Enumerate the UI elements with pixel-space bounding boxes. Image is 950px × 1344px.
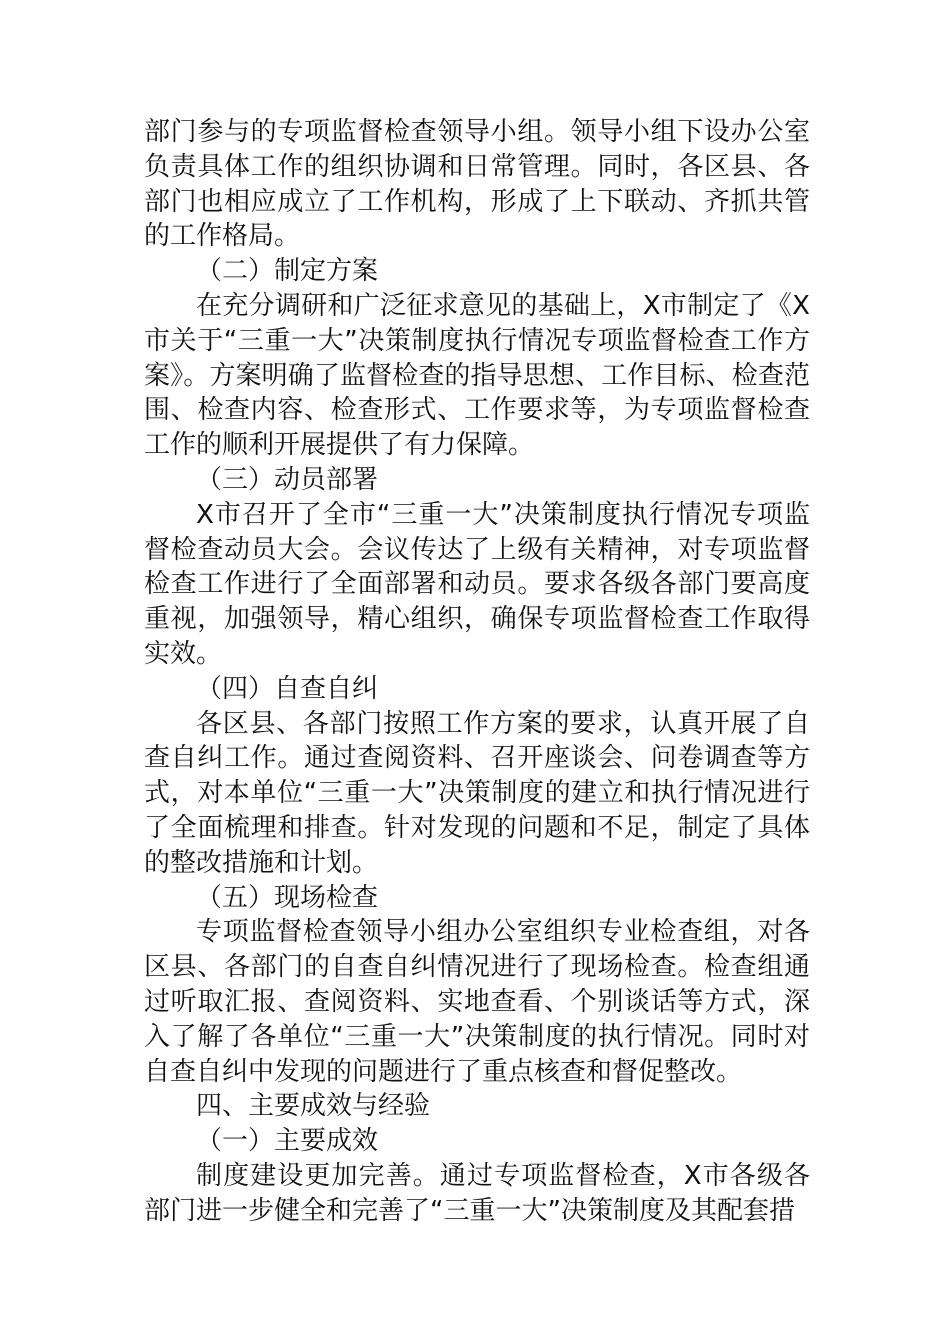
paragraph-main-results: 制度建设更加完善。通过专项监督检查，X市各级各部门进一步健全和完善了“三重一大”决策制度及其配套措 [144,1160,810,1226]
section-heading-plan: （二）制定方案 [196,256,379,287]
section-heading-main-results: （一）主要成效 [196,1126,379,1157]
paragraph-leadership-group: 部门参与的专项监督检查领导小组。领导小组下设办公室负责具体工作的组织协调和日常管理。同时，各区县、各部门也相应成立了工作机构，形成了上下联动、齐抓共管的工作格局。 [144,117,810,252]
chapter-heading-results: 四、主要成效与经验 [196,1091,431,1122]
section-heading-onsite-inspection: （五）现场检查 [196,882,379,913]
section-heading-self-inspection: （四）自查自纠 [196,673,379,704]
section-heading-mobilization: （三）动员部署 [196,464,379,495]
paragraph-plan: 在充分调研和广泛征求意见的基础上，X市制定了《X市关于“三重一大”决策制度执行情况专项监督检查工作方案》。方案明确了监督检查的指导思想、工作目标、检查范围、检查内容、检查形式、工作要求等，为专项监督检查工作的顺利开展提供了有力保障。 [144,290,810,461]
document-page [144,115,810,1229]
paragraph-onsite-inspection: 专项监督检查领导小组办公室组织专业检查组，对各区县、各部门的自查自纠情况进行了现场检查。检查组通过听取汇报、查阅资料、实地查看、个别谈话等方式，深入了解了各单位“三重一大”决策制度的执行情况。同时对自查自纠中发现的问题进行了重点核查和督促整改。 [144,917,810,1087]
paragraph-self-inspection: 各区县、各部门按照工作方案的要求，认真开展了自查自纠工作。通过查阅资料、召开座谈会、问卷调查等方式，对本单位“三重一大”决策制度的建立和执行情况进行了全面梳理和排查。针对发现的问题和不足，制定了具体的整改措施和计划。 [144,708,810,878]
paragraph-mobilization: X市召开了全市“三重一大”决策制度执行情况专项监督检查动员大会。会议传达了上级有关精神，对专项监督检查工作进行了全面部署和动员。要求各级各部门要高度重视，加强领导，精心组织，确保专项监督检查工作取得实效。 [144,499,810,669]
